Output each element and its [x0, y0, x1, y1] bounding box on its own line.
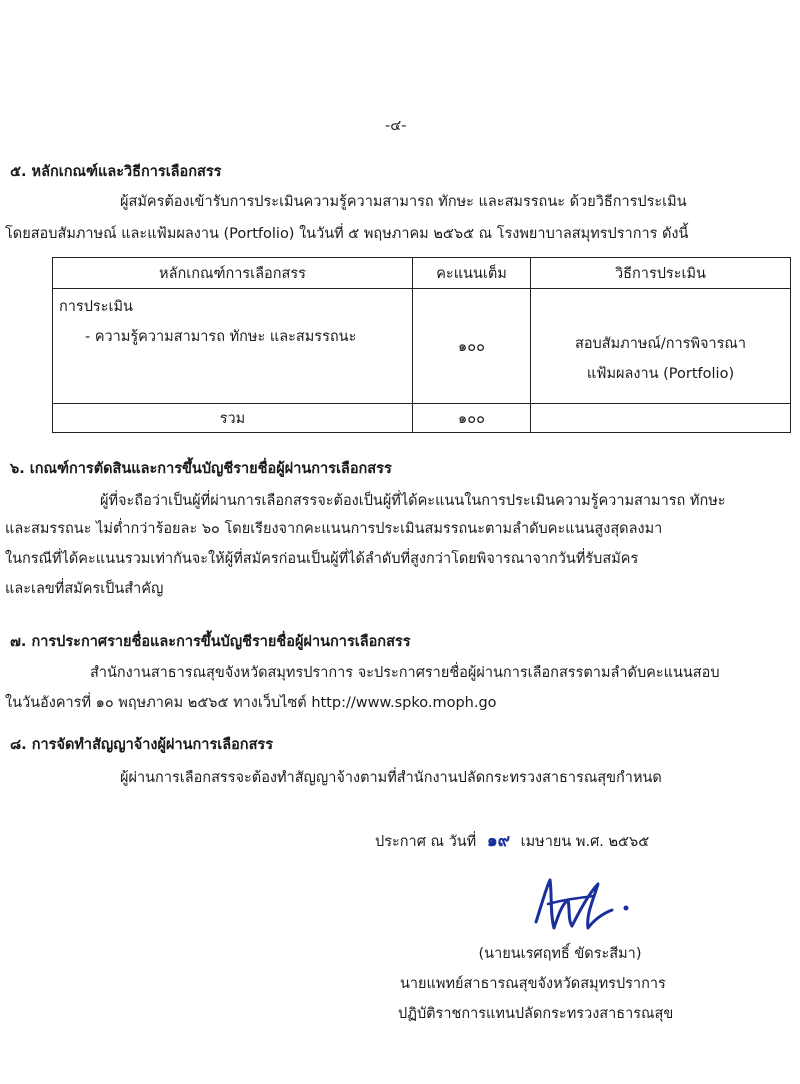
criteria-item: - ความรู้ความสามารถ ทักษะ และสมรรถนะ: [85, 329, 357, 345]
signatory-position: ปฏิบัติราชการแทนปลัดกระทรวงสาธารณสุข: [398, 1006, 674, 1022]
criteria-heading: การประเมิน: [59, 299, 133, 315]
section-6-paragraph-line: ผู้ที่จะถือว่าเป็นผู้ที่ผ่านการเลือกสรรจะต้องเป็นผู้ที่ได้คะแนนในการประเมินความรู้ความสามารถ ทักษะ: [100, 493, 726, 509]
header-full-score: คะแนนเต็ม: [413, 258, 531, 289]
table-row: [53, 289, 791, 404]
handwritten-signature: [528, 870, 638, 940]
section-5-title: ๕. หลักเกณฑ์และวิธีการเลือกสรร: [10, 164, 222, 180]
announcement-suffix: เมษายน พ.ศ. ๒๕๖๕: [520, 834, 650, 850]
table-total-row: [53, 404, 791, 433]
section-6-paragraph-line: และเลขที่สมัครเป็นสำคัญ: [5, 581, 164, 597]
total-method: [531, 404, 791, 433]
section-7-paragraph-line: ในวันอังคารที่ ๑๐ พฤษภาคม ๒๕๖๕ ทางเว็บไซต์ http://www.spko.moph.go: [5, 695, 497, 711]
section-6-paragraph-line: ในกรณีที่ได้คะแนนรวมเท่ากันจะให้ผู้ที่สมัครก่อนเป็นผู้ที่ได้ลำดับที่สูงกว่าโดยพิจารณาจากวันที่รับสมัคร: [5, 551, 639, 567]
header-criteria: หลักเกณฑ์การเลือกสรร: [53, 258, 413, 289]
section-6-title: ๖. เกณฑ์การตัดสินและการขึ้นบัญชีรายชื่อผู้ผ่านการเลือกสรร: [10, 461, 392, 477]
criteria-table: [52, 257, 791, 433]
total-label: รวม: [53, 404, 413, 433]
full-score-cell: ๑๐๐: [413, 289, 531, 404]
method-cell: [531, 289, 791, 404]
section-8-paragraph-line: ผู้ผ่านการเลือกสรรจะต้องทำสัญญาจ้างตามที่สำนักงานปลัดกระทรวงสาธารณสุขกำหนด: [120, 770, 662, 786]
section-6-paragraph-line: และสมรรถนะ ไม่ต่ำกว่าร้อยละ ๖๐ โดยเรียงจากคะแนนการประเมินสมรรถนะตามลำดับคะแนนสูงสุดลงมา: [5, 521, 663, 537]
method-line: แฟ้มผลงาน (Portfolio): [586, 366, 735, 382]
section-5-paragraph-line: โดยสอบสัมภาษณ์ และแฟ้มผลงาน (Portfolio) ในวันที่ ๕ พฤษภาคม ๒๕๖๕ ณ โรงพยาบาลสมุทรปราการ ดังนี้: [5, 226, 689, 242]
method-line: สอบสัมภาษณ์/การพิจารณา: [574, 336, 747, 352]
signatory-name: (นายนเรศฤทธิ์ ขัดระสีมา): [478, 946, 642, 962]
section-7-title: ๗. การประกาศรายชื่อและการขึ้นบัญชีรายชื่อผู้ผ่านการเลือกสรร: [10, 634, 411, 650]
announcement-prefix: ประกาศ ณ วันที่: [375, 834, 477, 850]
announcement-day: ๑๙: [486, 831, 511, 851]
page-number: -๔-: [385, 118, 407, 134]
total-score: ๑๐๐: [413, 404, 531, 433]
section-5-paragraph-line: ผู้สมัครต้องเข้ารับการประเมินความรู้ความสามารถ ทักษะ และสมรรถนะ ด้วยวิธีการประเมิน: [120, 194, 687, 210]
section-8-title: ๘. การจัดทำสัญญาจ้างผู้ผ่านการเลือกสรร: [10, 737, 273, 753]
criteria-cell: [53, 289, 413, 404]
signatory-position: นายแพทย์สาธารณสุขจังหวัดสมุทรปราการ: [400, 976, 666, 992]
section-7-paragraph-line: สำนักงานสาธารณสุขจังหวัดสมุทรปราการ จะประกาศรายชื่อผู้ผ่านการเลือกสรรตามลำดับคะแนนสอบ: [90, 665, 720, 681]
header-method: วิธีการประเมิน: [531, 258, 791, 289]
table-header-row: [53, 258, 791, 289]
announcement-date: [375, 827, 649, 854]
